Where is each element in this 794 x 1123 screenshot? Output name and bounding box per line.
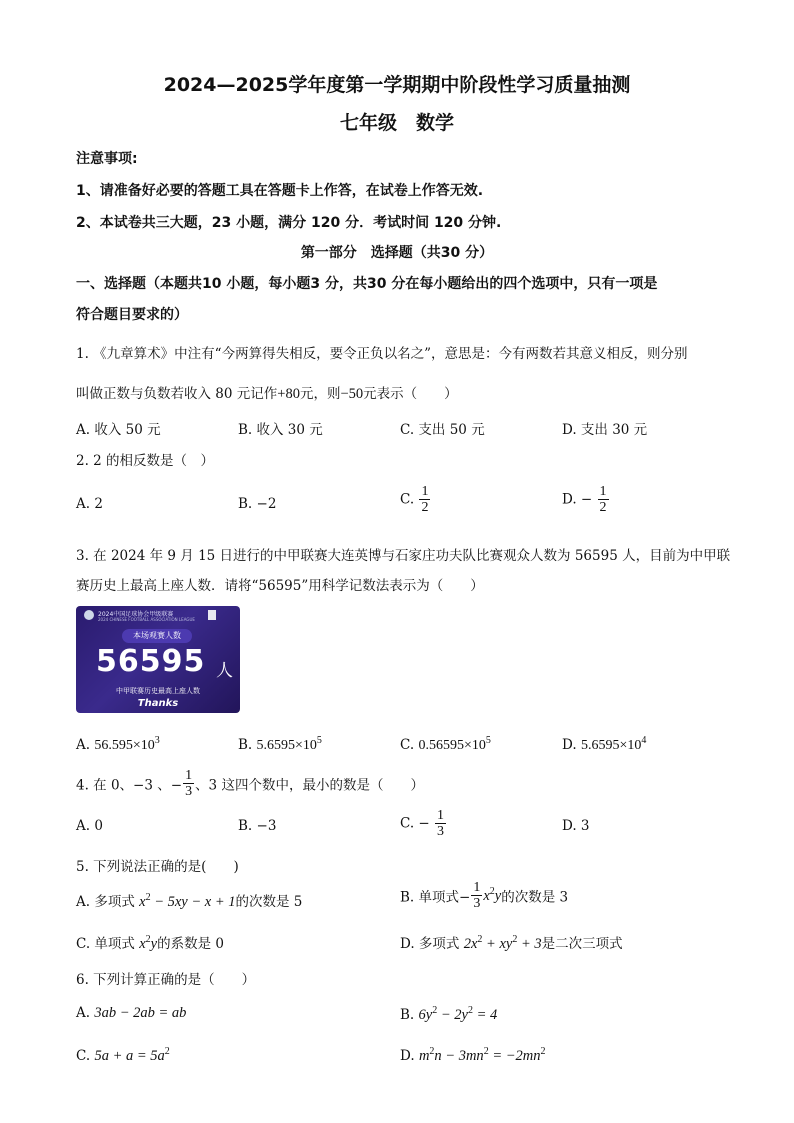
section-instruction-2: 符合题目要求的） <box>76 307 188 323</box>
q2-option-d[interactable] <box>562 484 610 515</box>
q3-option-c-label: C. <box>400 737 415 753</box>
q3-stem-line-1: 3. 在 2024 年 9 月 15 日进行的中甲联赛大连英博与石家庄功夫队比赛观众人数为 56595 人，目前为中甲联 <box>76 548 731 564</box>
exam-subtitle: 七年级 数学 <box>339 112 454 134</box>
q3-stem-line-2: 赛历史上最高上座人数．请将“56595”用科学记数法表示为（ ） <box>76 578 484 594</box>
banner-header-subtext: 2024 CHINESE FOOTBALL ASSOCIATION LEAGUE <box>98 617 195 622</box>
q3-option-b-label: B. <box>238 737 253 753</box>
q5-option-b[interactable] <box>400 880 568 911</box>
q4-option-b[interactable]: B. −3 <box>238 818 277 834</box>
q1-option-a[interactable]: A. 收入 50 元 <box>76 422 161 438</box>
q4-option-c[interactable] <box>400 808 447 839</box>
q5-option-a[interactable] <box>76 890 302 911</box>
q4-stem-fraction: $\frac{1}{3}$ <box>185 768 193 799</box>
q5-option-d[interactable] <box>400 932 623 953</box>
q2-option-a[interactable]: A. 2 <box>76 496 103 512</box>
q6-option-c-label: C. <box>76 1048 91 1064</box>
banner-note: 中甲联赛历史最高上座人数 <box>116 687 200 695</box>
banner-attendance-number: 56595 <box>96 644 206 679</box>
section-title: 第一部分 选择题（共30 分） <box>300 245 494 261</box>
q5-option-d-text-end: 是二次三项式 <box>541 936 623 952</box>
q6-option-a-expression: 3ab − 2ab = ab <box>94 1005 187 1021</box>
q6-stem: 6. 下列计算正确的是（ ） <box>76 972 256 988</box>
q3-option-d-label: D. <box>562 737 577 753</box>
q5-option-b-text: B. 单项式− <box>400 889 471 906</box>
q3-option-d-value: $5.6595\times 10^4$ <box>580 735 647 753</box>
q6-option-b-expression: $6y^2 - 2y^2 = 4$ <box>418 1005 498 1023</box>
q6-option-c-expression: $5a + a = 5a^2$ <box>94 1046 170 1064</box>
q6-option-b[interactable] <box>400 1005 497 1024</box>
q3-option-c-value: $0.56595\times 10^5$ <box>418 735 491 753</box>
q4-option-c-fraction: $\frac{1}{3}$ <box>437 808 445 839</box>
q6-option-d-expression: $m^2n - 3mn^2 = -2mn^2$ <box>418 1046 546 1064</box>
q4-option-d[interactable]: D. 3 <box>562 818 590 834</box>
q4-stem-text-a: 4. 在 0、−3 、− <box>76 777 183 794</box>
q1-option-d[interactable]: D. 支出 30 元 <box>562 422 648 438</box>
q2-option-b[interactable]: B. −2 <box>238 496 277 512</box>
q2-option-c-label: C. <box>400 491 415 508</box>
q5-option-c[interactable] <box>76 932 224 953</box>
notes-line-2: 2、本试卷共三大题，23 小题，满分 120 分．考试时间 120 分钟. <box>76 215 502 231</box>
q6-option-b-label: B. <box>400 1007 415 1023</box>
q5-option-b-fraction: $\frac{1}{3}$ <box>473 880 481 911</box>
q3-option-a-label: A. <box>76 737 91 753</box>
q2-option-d-label: D. − <box>562 491 593 508</box>
q1-value-minus50: −50 <box>340 386 364 402</box>
q5-option-a-text: A. 多项式 <box>76 894 135 910</box>
q3-option-d[interactable] <box>562 735 646 754</box>
q1-value-plus80: +80 <box>277 386 300 402</box>
q4-option-a[interactable]: A. 0 <box>76 818 103 834</box>
banner-header-text: 2024中国足球协会甲级联赛 <box>98 611 174 618</box>
q3-option-c[interactable] <box>400 735 491 754</box>
q3-option-a[interactable] <box>76 735 160 754</box>
q5-option-c-expression: $x^2y$ <box>139 934 158 952</box>
section-instruction-1: 一、选择题（本题共10 小题，每小题3 分，共30 分在每小题给出的四个选项中，只有一项是 <box>76 276 658 292</box>
q3-option-a-value: $56.595\times 10^3$ <box>94 735 160 753</box>
q2-option-d-fraction: $\frac{1}{2}$ <box>599 484 607 515</box>
q1-option-b[interactable]: B. 收入 30 元 <box>238 422 323 438</box>
q5-option-b-expression: $x^2y$ <box>483 886 502 904</box>
q1-stem-line-1: 1. 《九章算术》中注有“今两算得失相反，要令正负以名之”，意思是：今有两数若其意义相反，则分别 <box>76 346 688 362</box>
notes-line-1: 1、请准备好必要的答题工具在答题卡上作答，在试卷上作答无效. <box>76 183 484 199</box>
banner-pill-label: 本场观赛人数 <box>122 629 192 643</box>
q6-option-a-label: A. <box>76 1005 91 1021</box>
sponsor-logo-icon <box>208 610 216 620</box>
banner-thanks: Thanks <box>137 698 179 709</box>
q4-stem-text-b: 、3 这四个数中，最小的数是（ ） <box>195 777 424 794</box>
q1-text-a: 叫做正数与负数若收入 80 元记作 <box>76 386 278 402</box>
q5-option-c-text-end: 的系数是 0 <box>157 936 224 952</box>
banner-header <box>76 606 240 626</box>
attendance-banner-image <box>76 606 240 713</box>
q5-option-c-text: C. 单项式 <box>76 936 135 952</box>
q5-option-b-text-end: 的次数是 3 <box>501 889 569 906</box>
q5-stem: 5. 下列说法正确的是( ) <box>76 859 239 875</box>
q4-stem <box>76 768 424 799</box>
q3-option-b[interactable] <box>238 735 322 754</box>
exam-title: 2024—2025学年度第一学期期中阶段性学习质量抽测 <box>163 74 631 96</box>
q5-option-a-expression: $x^2 - 5xy - x + 1$ <box>139 892 236 910</box>
q3-option-b-value: $5.6595\times 10^5$ <box>256 735 322 753</box>
q6-option-a[interactable] <box>76 1005 186 1022</box>
q2-option-c-fraction: $\frac{1}{2}$ <box>421 484 429 515</box>
q6-option-c[interactable] <box>76 1046 170 1065</box>
q5-option-a-text-end: 的次数是 5 <box>235 894 303 910</box>
q1-text-c: 元表示（ ） <box>363 386 458 402</box>
q5-option-d-expression: $2x^2 + xy^2 + 3$ <box>463 934 542 952</box>
q6-option-d[interactable] <box>400 1046 545 1065</box>
q2-option-c[interactable] <box>400 484 431 515</box>
q1-option-c[interactable]: C. 支出 50 元 <box>400 422 485 438</box>
q2-stem: 2. 2 的相反数是（ ） <box>76 453 215 469</box>
league-logo-icon <box>84 610 94 620</box>
banner-unit: 人 <box>216 661 233 681</box>
q1-text-b: 元，则 <box>299 386 341 402</box>
q4-option-c-label: C. − <box>400 815 430 832</box>
q6-option-d-label: D. <box>400 1048 415 1064</box>
notes-heading: 注意事项: <box>76 151 138 167</box>
q5-option-d-text: D. 多项式 <box>400 936 460 952</box>
q1-stem-line-2 <box>76 382 458 403</box>
